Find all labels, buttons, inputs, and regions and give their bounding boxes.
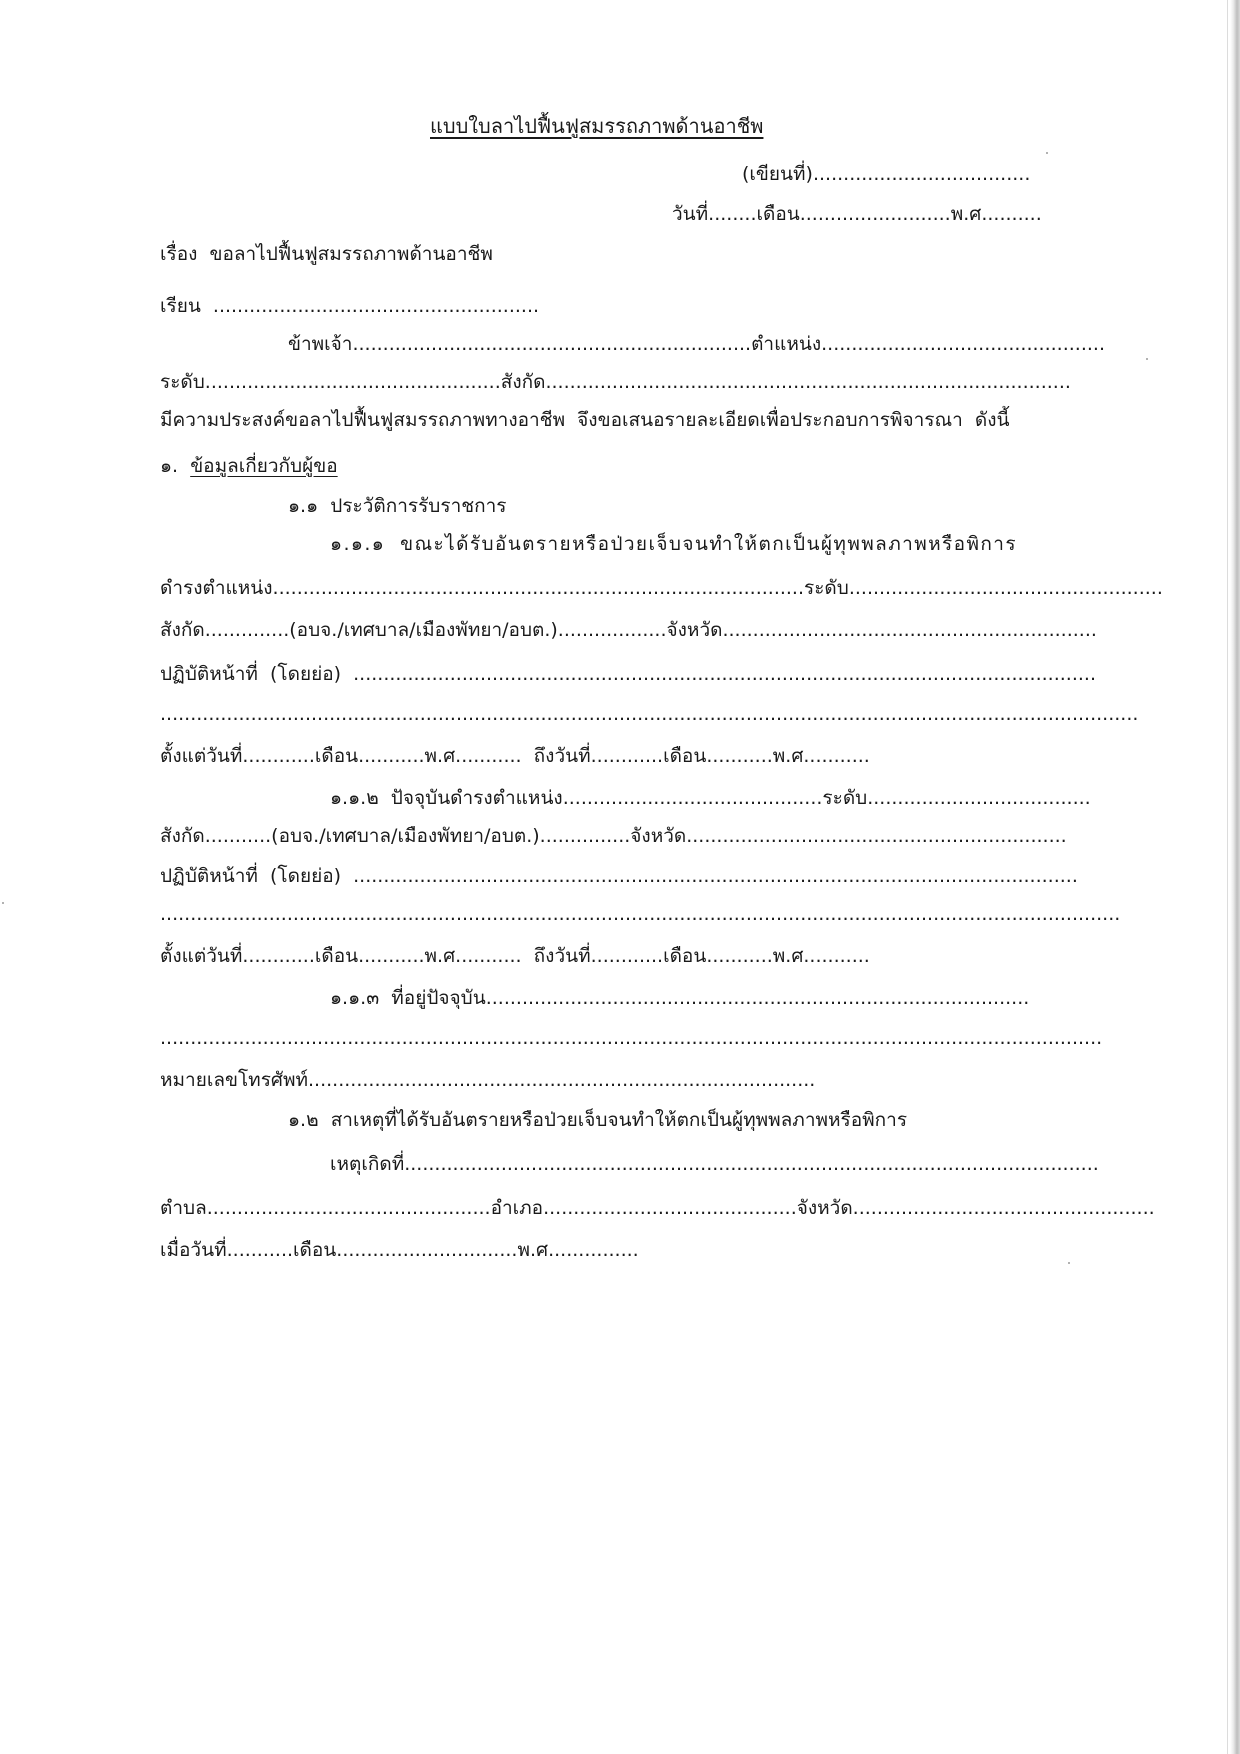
- incident-location-field: ตำบล...............................................อำเภอ..........................................จังหวัด..................................................: [160, 1197, 1155, 1219]
- form-title: แบบใบลาไปฟื้นฟูสมรรถภาพด้านอาชีพ: [430, 114, 764, 138]
- addressee-field: เรียน ......................................................: [160, 295, 540, 317]
- current-duty-continuation: ...............................................................................................................................................................: [160, 903, 1121, 925]
- written-at-field: (เขียนที่)....................................: [742, 163, 1031, 185]
- affiliation-province-field: สังกัด..............(อบจ./เทศบาล/เมืองพัทยา/อบต.)..................จังหวัด..............................................................: [160, 619, 1097, 641]
- section-1-number: ๑.: [160, 455, 191, 477]
- address-continuation: ............................................................................................................................................................: [160, 1027, 1103, 1049]
- incident-date-field: เมื่อวันที่...........เดือน..............................พ.ศ...............: [160, 1239, 639, 1261]
- section-1-title: ข้อมูลเกี่ยวกับผู้ขอ: [190, 455, 338, 477]
- scan-speck: [1068, 1262, 1070, 1264]
- current-position-field: ๑.๑.๒ ปัจจุบันดำรงตำแหน่ง...........................................ระดับ.....................................: [330, 787, 1091, 809]
- section-1-1-1-heading: ๑.๑.๑ ขณะได้รับอันตรายหรือป่วยเจ็บจนทำให้ตกเป็นผู้ทุพพลภาพหรือพิการ: [330, 533, 1017, 555]
- service-period-field: ตั้งแต่วันที่............เดือน...........พ.ศ........... ถึงวันที่............เดือน...........พ.ศ...........: [160, 745, 870, 767]
- scan-edge-line: [1227, 0, 1228, 1754]
- duty-summary-field: ปฏิบัติหน้าที่ (โดยย่อ) ...........................................................................................................................: [160, 663, 1096, 685]
- intent-statement: มีความประสงค์ขอลาไปฟื้นฟูสมรรถภาพทางอาชีพ จึงขอเสนอรายละเอียดเพื่อประกอบการพิจารณา ดังนี้: [160, 409, 1010, 431]
- incident-place-field: เหตุเกิดที่...................................................................................................................: [330, 1153, 1099, 1175]
- scan-speck: [1046, 152, 1048, 154]
- level-affiliation-field: ระดับ.................................................สังกัด.......................................................................................: [160, 371, 1071, 393]
- current-duty-field: ปฏิบัติหน้าที่ (โดยย่อ) ........................................................................................................................: [160, 865, 1078, 887]
- current-address-field: ๑.๑.๓ ที่อยู่ปัจจุบัน..........................................................................................: [330, 987, 1030, 1009]
- scan-edge-shadow: [1230, 0, 1240, 1754]
- section-1-1-heading: ๑.๑ ประวัติการรับราชการ: [288, 495, 507, 517]
- section-1-2-heading: ๑.๒ สาเหตุที่ได้รับอันตรายหรือป่วยเจ็บจนทำให้ตกเป็นผู้ทุพพลภาพหรือพิการ: [288, 1109, 908, 1131]
- current-affiliation-field: สังกัด...........(อบจ./เทศบาล/เมืองพัทยา/อบต.)...............จังหวัด...............................................................: [160, 825, 1067, 847]
- phone-number-field: หมายเลขโทรศัพท์....................................................................................: [160, 1069, 816, 1091]
- position-level-field: ดำรงตำแหน่ง........................................................................................ระดับ....................................................: [160, 577, 1163, 599]
- duty-summary-continuation: ..................................................................................................................................................................: [160, 703, 1139, 725]
- date-field: วันที่........เดือน.........................พ.ศ..........: [672, 203, 1042, 225]
- current-service-period-field: ตั้งแต่วันที่............เดือน...........พ.ศ........... ถึงวันที่............เดือน...........พ.ศ...........: [160, 945, 870, 967]
- subject-line: เรื่อง ขอลาไปฟื้นฟูสมรรถภาพด้านอาชีพ: [160, 243, 493, 265]
- scan-speck: [2, 902, 4, 904]
- section-1-heading: [160, 452, 338, 480]
- scan-speck: [1146, 358, 1148, 360]
- applicant-name-position-field: ข้าพเจ้า..................................................................ตำแหน่ง...............................................: [288, 333, 1105, 355]
